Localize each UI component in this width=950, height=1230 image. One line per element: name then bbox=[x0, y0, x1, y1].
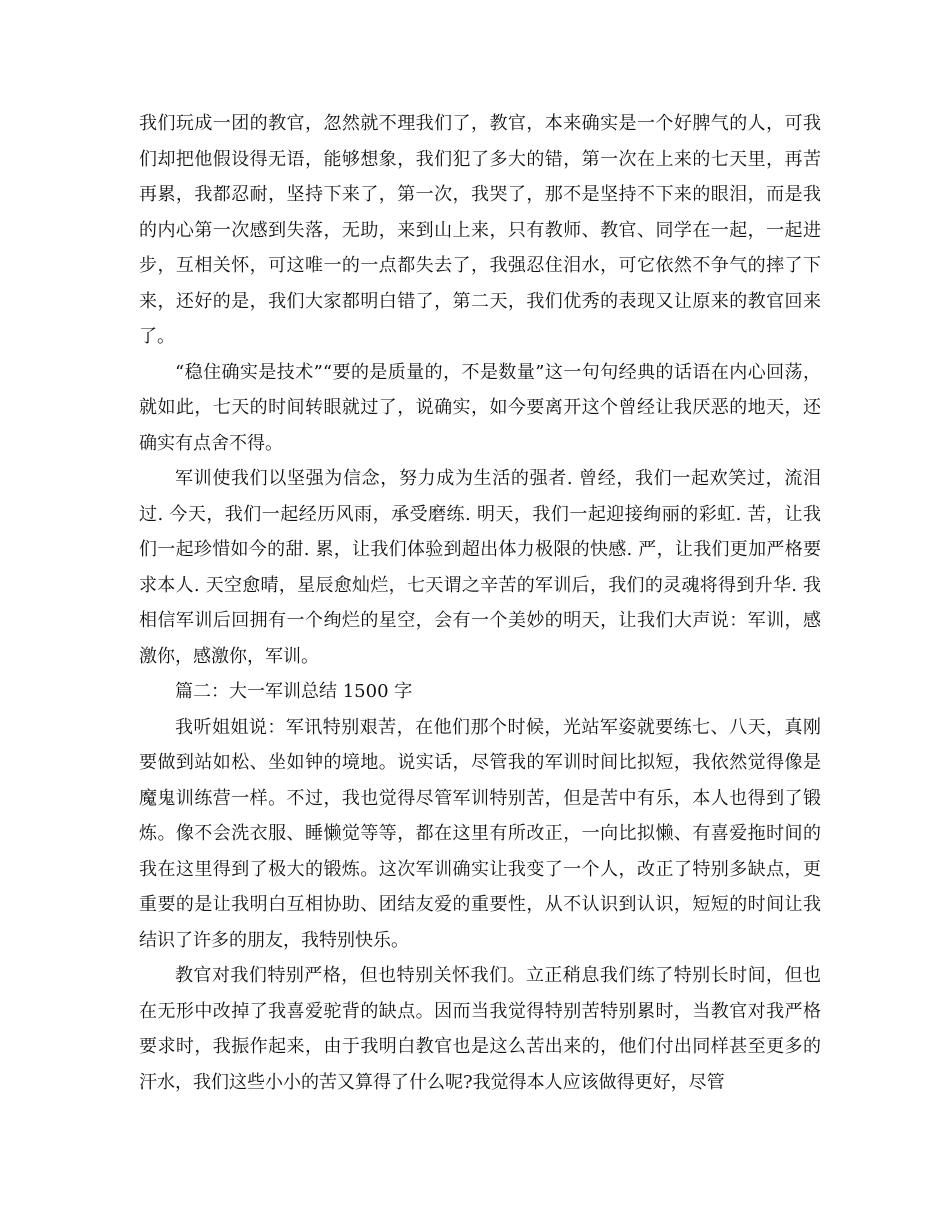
paragraph-instructor-strict: 教官对我们特别严格，但也特别关怀我们。立正稍息我们练了特别长时间，但也在无形中改掉了我喜爱驼背的缺点。因而当我觉得特别苦特别累时，当教官对我严格要求时，我振作起来，由于我明白教官也是这么苦出来的，他们付出同样甚至更多的汗水，我们这些小小的苦又算得了什么呢?我觉得本人应该做得更好，尽管 bbox=[139, 965, 821, 1093]
paragraph-training-meaning: 军训使我们以坚强为信念，努力成为生活的强者. 曾经，我们一起欢笑过，流泪过. 今天，我们一起经历风雨，承受磨练. 明天，我们一起迎接绚丽的彩虹. 苦，让我们一起珍惜如今的甜. 累，让我们体验到超出体力极限的快感. 严，让我们更加严格要求本人. 天空愈晴，星辰愈灿烂，七天谓之辛苦的军训后，我们的灵魂将得到升华. 我相信军训后回拥有一个绚烂的星空，会有一个美妙的明天，让我们大声说：军训，感激你，感激你，军训。 bbox=[139, 468, 821, 667]
paragraph-sister-account: 我听姐姐说：军讯特别艰苦，在他们那个时候，光站军姿就要练七、八天，真刚要做到站如松、坐如钟的境地。说实话，尽管我的军训时间比拟短，我依然觉得像是魔鬼训练营一样。不过，我也觉得尽管军训特别苦，但是苦中有乐，本人也得到了锻炼。像不会洗衣服、睡懒觉等等，都在这里有所改正，一向比拟懒、有喜爱拖时间的我在这里得到了极大的锻炼。这次军训确实让我变了一个人，改正了特别多缺点，更重要的是让我明白互相协助、团结友爱的重要性，从不认识到认识，短短的时间让我结识了许多的朋友，我特别快乐。 bbox=[139, 716, 821, 951]
section-heading-part-two: 篇二：大一军训总结 1500 字 bbox=[175, 681, 413, 702]
document-page bbox=[139, 106, 821, 1100]
paragraph-continued-story: 我们玩成一团的教官，忽然就不理我们了，教官，本来确实是一个好脾气的人，可我们却把他假设得无语，能够想象，我们犯了多大的错，第一次在上来的七天里，再苦再累，我都忍耐，坚持下来了，第一次，我哭了，那不是坚持不下来的眼泪，而是我的内心第一次感到失落，无助，来到山上来，只有教师、教官、同学在一起，一起进步，互相关怀，可这唯一的一点都失去了，我强忍住泪水，可它依然不争气的摔了下来，还好的是，我们大家都明白错了，第二天，我们优秀的表现又让原来的教官回来了。 bbox=[139, 113, 821, 347]
paragraph-quotes-reflection: “稳住确实是技术”“要的是质量的，不是数量”这一句句经典的话语在内心回荡，就如此，七天的时间转眼就过了，说确实，如今要离开这个曾经让我厌恶的地天，还确实有点舍不得。 bbox=[139, 361, 821, 454]
